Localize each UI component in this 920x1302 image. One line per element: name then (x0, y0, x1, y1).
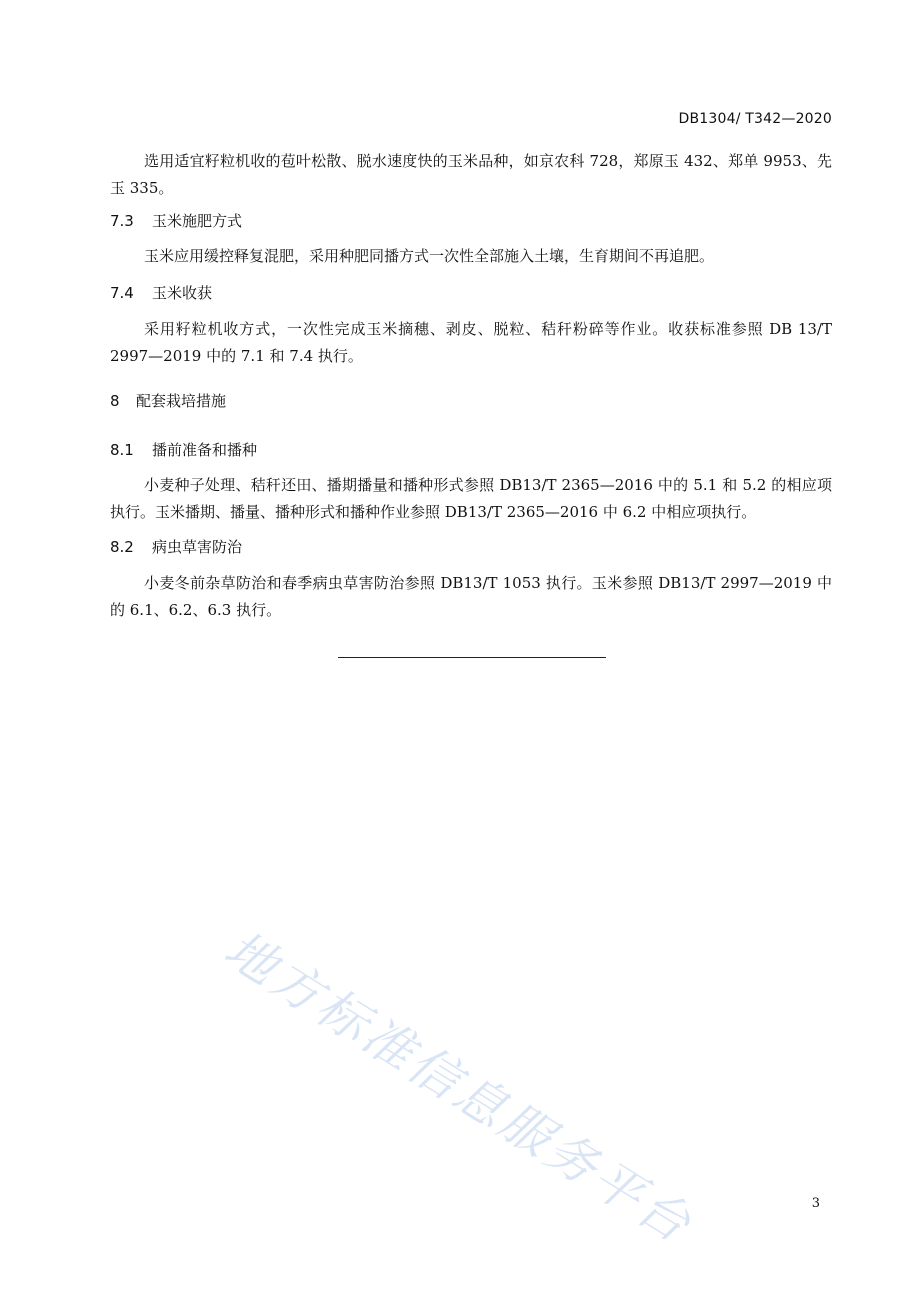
heading-number: 8.2 (110, 538, 134, 556)
page-number: 3 (811, 1196, 820, 1211)
heading-title: 配套栽培措施 (136, 392, 227, 410)
document-code: DB1304/ T342—2020 (678, 111, 832, 127)
heading-number: 7.3 (110, 212, 134, 230)
end-of-document-rule (338, 657, 606, 658)
watermark: 地方标准信息服务平台 (214, 919, 704, 1256)
heading-title: 玉米施肥方式 (152, 212, 243, 230)
heading-number: 8 (110, 392, 120, 410)
heading-title: 玉米收获 (152, 284, 213, 302)
heading-number: 7.4 (110, 284, 134, 302)
paragraph-7-2-body: 选用适宜籽粒机收的苞叶松散、脱水速度快的玉米品种，如京农科 728，郑原玉 432、郑单 9953、先玉 335。 (110, 152, 832, 197)
heading-8-2 (110, 537, 242, 557)
heading-title: 播前准备和播种 (152, 441, 258, 459)
heading-title: 病虫草害防治 (152, 538, 243, 556)
paragraph-8-2-body: 小麦冬前杂草防治和春季病虫草害防治参照 DB13/T 1053 执行。玉米参照 DB13/T 2997—2019 中的 6.1、6.2、6.3 执行。 (110, 574, 832, 619)
paragraph-7-4-body: 采用籽粒机收方式，一次性完成玉米摘穗、剥皮、脱粒、秸秆粉碎等作业。收获标准参照 DB 13/T 2997—2019 中的 7.1 和 7.4 执行。 (110, 320, 832, 365)
heading-8-1 (110, 440, 257, 460)
heading-7-3 (110, 211, 242, 231)
heading-7-4 (110, 283, 212, 303)
paragraph-8-1-body: 小麦种子处理、秸秆还田、播期播量和播种形式参照 DB13/T 2365—2016 中的 5.1 和 5.2 的相应项执行。玉米播期、播量、播种形式和播种作业参照 DB13/T 2365—2016 中 6.2 中相应项执行。 (110, 476, 832, 521)
heading-number: 8.1 (110, 441, 134, 459)
paragraph-7-3-body: 玉米应用缓控释复混肥，采用种肥同播方式一次性全部施入土壤，生育期间不再追肥。 (144, 247, 715, 265)
heading-8 (110, 391, 226, 411)
